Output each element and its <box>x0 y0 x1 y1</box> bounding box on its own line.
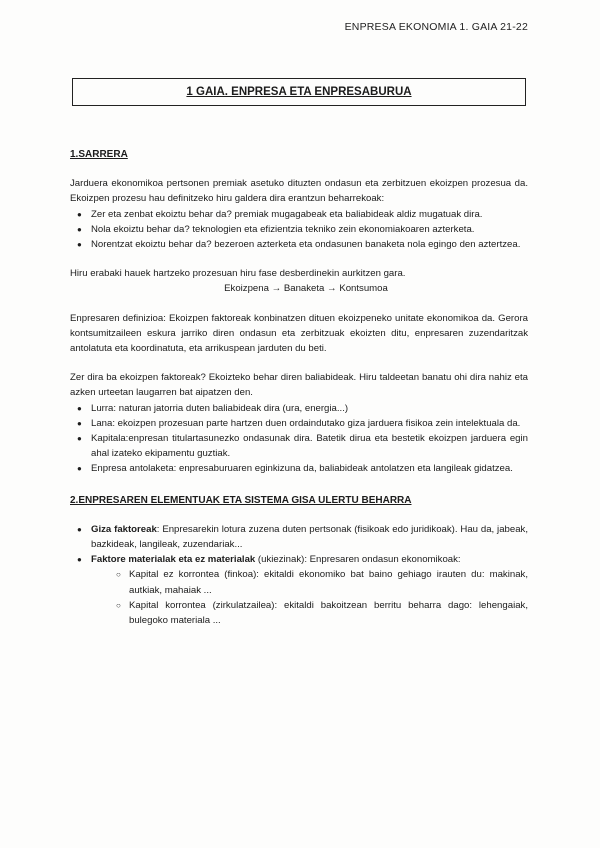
document-body <box>70 147 528 628</box>
list-item: ● Lana: ekoizpen prozesuan parte hartzen duen ordaindutako giza jarduera fisikoa zein intelektuala da. <box>70 416 528 431</box>
page-title: 1 GAIA. ENPRESA ETA ENPRESABURUA <box>186 86 412 98</box>
sub-list-item: ○ Kapital ez korrontea (finkoa): ekitaldi ekonomiko bat baino gehiago irauten du: makinak, autkiak, mahaiak ... <box>91 567 528 597</box>
list-item: ● Norentzat ekoiztu behar da? bezeroen azterketa eta ondasunen banaketa nola egingo den aztertzea. <box>70 237 528 252</box>
factors-list <box>70 401 528 477</box>
term-description: : Enpresarekin lotura zuzena duten pertsonak (fisikoak edo juridikoak). Hau da, jabeak, bazkideak, langileak, zuzendariak... <box>91 523 528 551</box>
questions-list <box>70 207 528 253</box>
capital-sublist <box>91 567 528 628</box>
factors-intro: Zer dira ba ekoizpen faktoreak? Ekoizteko behar diren baliabideak. Hiru taldeetan banatu ohi dira nahiz eta azken urteetan laugarren bat aipatzen den. <box>70 372 528 399</box>
list-item: ● Enpresa antolaketa: enpresaburuaren eginkizuna da, baliabideak antolatzen eta langileak gidatzea. <box>70 461 528 476</box>
list-item: ● Zer eta zenbat ekoiztu behar da? premiak mugagabeak eta baliabideak aldiz mugatuak dira. <box>70 207 528 222</box>
list-item <box>70 552 528 628</box>
running-header: ENPRESA EKONOMIA 1. GAIA 21-22 <box>344 21 528 33</box>
list-item: ● Kapitala:enpresan titulartasunezko ondasunak dira. Batetik dirua eta bestetik ekoizpen jarduera egin ahal izateko ekipamentu guztiak. <box>70 431 528 461</box>
term-description: (ukiezinak): Enpresaren ondasun ekonomikoak: <box>255 554 461 566</box>
phases-flow: Ekoizpena → Banaketa → Kontsumoa <box>224 283 388 295</box>
elements-list <box>70 522 528 628</box>
term: Giza faktoreak <box>91 523 157 535</box>
section-2-title: 2.ENPRESAREN ELEMENTUAK ETA SISTEMA GISA ULERTU BEHARRA <box>70 494 412 506</box>
term: Faktore materialak eta ez materialak <box>91 554 256 566</box>
intro-paragraph: Jarduera ekonomikoa pertsonen premiak asetuko dituzten ondasun eta zerbitzuen ekoizpen prozesua da. Ekoizpen prozesu hau definitzeko hiru galdera dira erantzun beharrekoak: <box>70 178 528 205</box>
list-item <box>70 522 528 552</box>
title-box <box>72 78 526 106</box>
list-item: ● Nola ekoiztu behar da? teknologien eta efizientzia tekniko zein ekonomiakoaren azterketa. <box>70 222 528 237</box>
sub-list-item: ○ Kapital korrontea (zirkulatzailea): ekitaldi bakoitzean berritu beharra dago: lehengaiak, bulegoko materiala ... <box>91 598 528 628</box>
section-1-title: 1.SARRERA <box>70 149 128 160</box>
definition-paragraph: Enpresaren definizioa: Ekoizpen faktoreak konbinatzen dituen ekoizpeneko unitate ekonomikoa da. Gerora kontsumitzaileen eskura jarriko diren ondasun eta zerbitzuak ekoizten ditu, enpresaren zuzendaritzak antolatuta eta koordinatuta, eta arrikuspean jarduten du beti. <box>70 312 528 355</box>
list-item: ● Lurra: naturan jatorria duten baliabideak dira (ura, energia...) <box>70 401 528 416</box>
phases-intro: Hiru erabaki hauek hartzeko prozesuan hiru fase desberdinekin aurkitzen gara. <box>70 268 406 280</box>
